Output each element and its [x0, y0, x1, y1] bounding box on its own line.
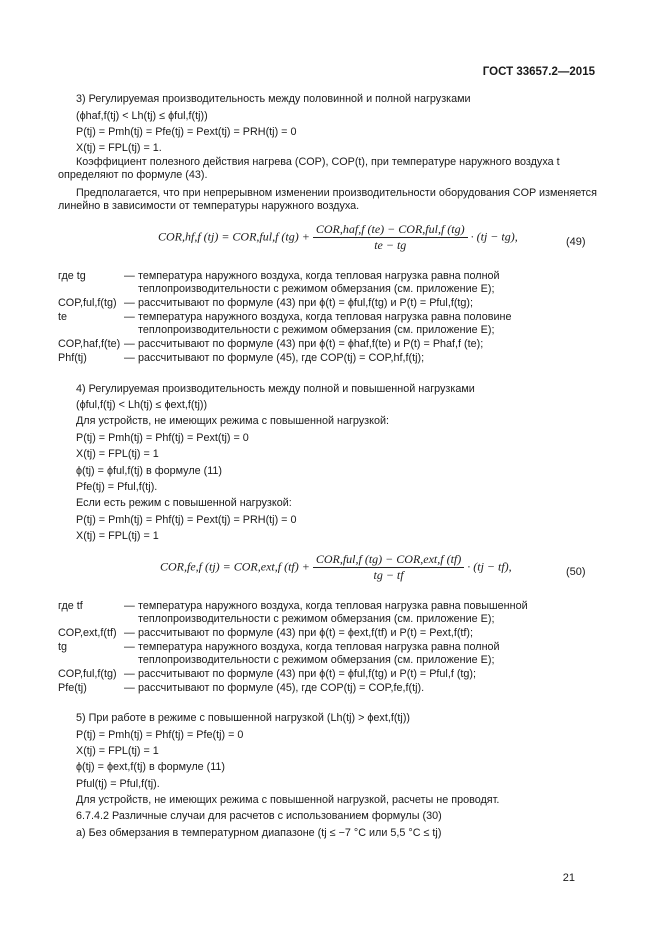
- definition-dash: —: [124, 338, 135, 350]
- sec6742-title: 6.7.4.2 Различные случаи для расчетов с использованием формулы (30): [76, 810, 442, 822]
- definition-dash: —: [124, 352, 135, 364]
- definition-dash: —: [124, 270, 135, 282]
- sec5-no-calc: Для устройств, не имеющих режима с повышенной нагрузкой, расчеты не проводят.: [76, 794, 500, 806]
- sec4-line6: X(tj) = FPL(tj) = 1: [76, 530, 159, 542]
- definition-text: рассчитывают по формуле (43) при ϕ(t) = ϕful,f(tg) и P(t) = Pful,f(tg);: [138, 297, 474, 309]
- sec3-cond: (ϕhaf,f(tj) < Lh(tj) ≤ ϕful,f(tj)): [76, 110, 208, 122]
- definition-row: [58, 641, 598, 667]
- definition-symbol: COP,haf,f(te): [58, 338, 121, 350]
- sec4-line1: P(tj) = Pmh(tj) = Phf(tj) = Pext(tj) = 0: [76, 432, 249, 444]
- definitions-50: [58, 600, 598, 696]
- sec4-no-ext: Для устройств, не имеющих режима с повышенной нагрузкой:: [76, 415, 389, 427]
- definition-row: [58, 682, 598, 695]
- eq49-number: (49): [566, 236, 586, 248]
- sec3-x-line: X(tj) = FPL(tj) = 1.: [76, 142, 162, 154]
- eq50-tail: · (tj − tf),: [467, 559, 512, 574]
- definition-dash: —: [124, 297, 135, 309]
- sec5-line1: P(tj) = Pmh(tj) = Phf(tj) = Pfe(tj) = 0: [76, 729, 244, 741]
- definition-dash: —: [124, 641, 135, 653]
- definition-row: [58, 352, 598, 365]
- sec4-line2: X(tj) = FPL(tj) = 1: [76, 448, 159, 460]
- definition-dash: —: [124, 668, 135, 680]
- sec3-p-line: P(tj) = Pmh(tj) = Pfe(tj) = Pext(tj) = PRH(tj) = 0: [76, 126, 297, 138]
- definition-symbol: tg: [58, 641, 68, 653]
- definition-row: [58, 311, 598, 337]
- definition-dash: —: [124, 311, 135, 323]
- definitions-49: [58, 270, 598, 366]
- definition-row: [58, 627, 598, 640]
- definition-dash: —: [124, 600, 135, 612]
- eq49-denominator: te − tg: [374, 238, 407, 252]
- eq50-number: (50): [566, 566, 586, 578]
- sec4-cond: (ϕful,f(tj) < Lh(tj) ≤ ϕext,f(tj)): [76, 399, 208, 411]
- sec3-assume-text: Предполагается, что при непрерывном изменении производительности оборудования COP изменяется линейно в зависимости от температуры наружного воздуха.: [58, 187, 597, 212]
- eq49-numerator: COR,haf,f (te) − COR,ful,f (tg): [313, 222, 468, 238]
- sec4-with-ext: Если есть режим с повышенной нагрузкой:: [76, 497, 292, 509]
- definition-symbol: Pfe(tj): [58, 682, 87, 694]
- definition-symbol: где tg: [58, 270, 86, 282]
- sec4-line5: P(tj) = Pmh(tj) = Phf(tj) = Pext(tj) = PRH(tj) = 0: [76, 514, 297, 526]
- definition-row: [58, 297, 598, 310]
- definition-dash: —: [124, 627, 135, 639]
- equation-50: [160, 552, 512, 583]
- eq49-fraction: [313, 222, 468, 253]
- eq50-numerator: COR,ful,f (tg) − COR,ext,f (tf): [313, 552, 464, 568]
- sec4-line3: ϕ(tj) = ϕful,f(tj) в формуле (11): [76, 465, 223, 477]
- definition-row: [58, 338, 598, 351]
- definition-row: [58, 270, 598, 296]
- sec3-cop-text: Коэффициент полезного действия нагрева (COP), COP(t), при температуре наружного воздуха t определяют по формуле (43).: [58, 156, 560, 181]
- definition-row: [58, 600, 598, 626]
- definition-text: температура наружного воздуха, когда тепловая нагрузка равна полной теплопроизводительности с режимом обмерзания (см. приложение Е);: [138, 270, 500, 295]
- sec3-title: 3) Регулируемая производительность между половинной и полной нагрузками: [76, 93, 471, 105]
- definition-text: рассчитывают по формуле (45), где COP(tj) = COP,hf,f(tj);: [138, 352, 425, 364]
- definition-dash: —: [124, 682, 135, 694]
- definition-row: [58, 668, 598, 681]
- sec4-title: 4) Регулируемая производительность между полной и повышенной нагрузками: [76, 383, 475, 395]
- definition-symbol: COP,ful,f(tg): [58, 297, 117, 309]
- definition-text: температура наружного воздуха, когда тепловая нагрузка равна полной теплопроизводительности с режимом обмерзания (см. приложение Е);: [138, 641, 500, 666]
- definition-text: рассчитывают по формуле (43) при ϕ(t) = ϕful,f(tg) и P(t) = Pful,f (tg);: [138, 668, 477, 680]
- eq50-fraction: [313, 552, 464, 583]
- definition-symbol: Phf(tj): [58, 352, 87, 364]
- definition-text: рассчитывают по формуле (43) при ϕ(t) = ϕhaf,f(te) и P(t) = Phaf,f (te);: [138, 338, 484, 350]
- sec5-line3: ϕ(tj) = ϕext,f(tj) в формуле (11): [76, 761, 226, 773]
- definition-text: рассчитывают по формуле (45), где COP(tj) = COP,fe,f(tj).: [138, 682, 425, 694]
- definition-symbol: где tf: [58, 600, 83, 612]
- definition-text: температура наружного воздуха, когда тепловая нагрузка равна повышенной теплопроизводительности с режимом обмерзания (см. приложение Е);: [138, 600, 528, 625]
- sec6742-item-a: а) Без обмерзания в температурном диапазоне (tj ≤ −7 °С или 5,5 °С ≤ tj): [76, 827, 442, 839]
- eq50-lhs: COR,fe,f (tj) = COR,ext,f (tf) +: [160, 559, 310, 574]
- definition-text: рассчитывают по формуле (43) при ϕ(t) = ϕext,f(tf) и P(t) = Pext,f(tf);: [138, 627, 474, 639]
- definition-symbol: COP,ext,f(tf): [58, 627, 117, 639]
- doc-header: ГОСТ 33657.2—2015: [482, 66, 595, 78]
- eq49-lhs: COR,hf,f (tj) = COR,ful,f (tg) +: [158, 229, 310, 244]
- sec5-title: 5) При работе в режиме с повышенной нагрузкой (Lh(tj) > ϕext,f(tj)): [76, 712, 411, 724]
- sec5-line4: Pful(tj) = Pful,f(tj).: [76, 778, 160, 790]
- eq50-denominator: tg − tf: [373, 568, 404, 582]
- equation-49: [158, 222, 518, 253]
- eq49-tail: · (tj − tg),: [470, 229, 518, 244]
- definition-symbol: COP,ful,f(tg): [58, 668, 117, 680]
- sec5-line2: X(tj) = FPL(tj) = 1: [76, 745, 159, 757]
- page-number: 21: [562, 872, 575, 884]
- definition-text: температура наружного воздуха, когда тепловая нагрузка равна половине теплопроизводительности с режимом обмерзания (см. приложение Е);: [138, 311, 512, 336]
- sec4-line4: Pfe(tj) = Pful,f(tj).: [76, 481, 158, 493]
- definition-symbol: te: [58, 311, 68, 323]
